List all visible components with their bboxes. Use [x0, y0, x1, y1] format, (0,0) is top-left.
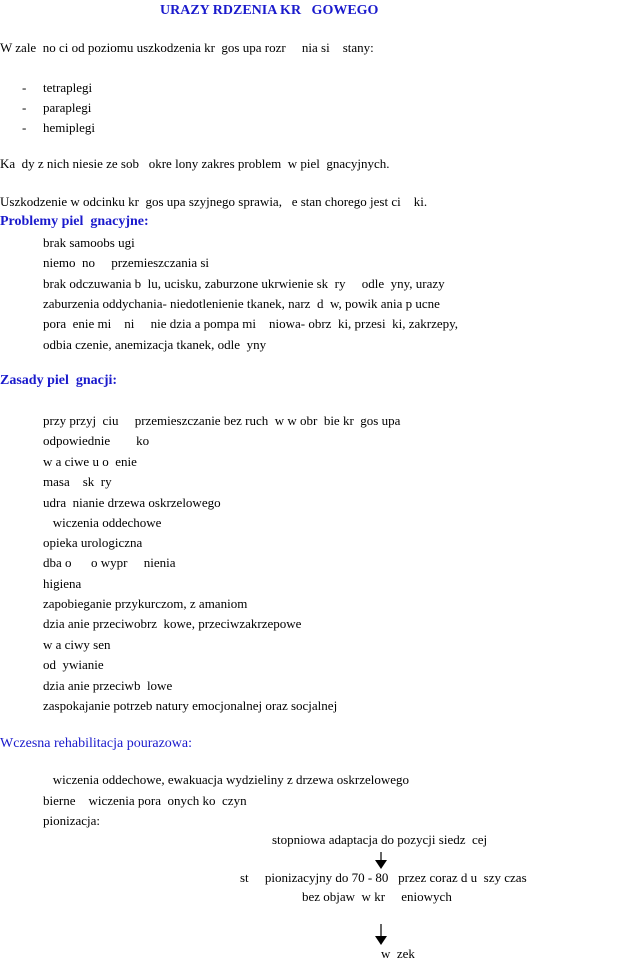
bullet-dash: -: [22, 100, 27, 115]
rule-item: w a ciwy sen: [43, 637, 111, 652]
state-item: hemiplegi: [43, 120, 95, 135]
bullet-dash: -: [22, 120, 27, 135]
state-item: tetraplegi: [43, 80, 93, 95]
rule-item: zapobieganie przykurczom, z amaniom: [43, 596, 248, 611]
down-arrow-icon: [374, 852, 388, 870]
flow-step-tilt-table: st pionizacyjny do 70 - 80 przez coraz d u szy czas: [240, 870, 527, 885]
paragraph-cervical-injury: Uszkodzenie w odcinku kr gos upa szyjnego sprawia, e stan chorego jest ci ki.: [0, 194, 428, 209]
paragraph-problem-scope: Ka dy z nich niesie ze sob okre lony zakres problem w piel gnacyjnych.: [0, 156, 390, 171]
rule-item: dba o o wypr nienia: [43, 555, 176, 570]
rule-item: dzia anie przeciwobrz kowe, przeciwzakrzepowe: [43, 616, 302, 631]
rule-item: dzia anie przeciwb lowe: [43, 678, 173, 693]
state-item: paraplegi: [43, 100, 92, 115]
problem-item: odbia czenie, anemizacja tkanek, odle yny: [43, 337, 267, 352]
problem-item: zaburzenia oddychania- niedotlenienie tkanek, narz d w, powik ania p ucne: [43, 296, 440, 311]
rule-item: od ywianie: [43, 657, 104, 672]
down-arrow-icon: [374, 924, 388, 946]
rule-item: opieka urologiczna: [43, 535, 143, 550]
page-title: URAZY RDZENIA KR GOWEGO: [160, 3, 379, 18]
rehab-item: bierne wiczenia pora onych ko czyn: [43, 793, 247, 808]
rules-heading: Zasady piel gnacji:: [0, 373, 118, 388]
rule-item: higiena: [43, 576, 82, 591]
rule-item: odpowiednie ko: [43, 433, 150, 448]
bullet-dash: -: [22, 80, 27, 95]
rule-item: w a ciwe u o enie: [43, 454, 137, 469]
problem-item: brak samoobs ugi: [43, 235, 135, 250]
problems-heading: Problemy piel gnacyjne:: [0, 214, 149, 229]
rehab-heading: Wczesna rehabilitacja pourazowa:: [0, 736, 193, 751]
flow-step-tilt-table-note: bez objaw w kr eniowych: [302, 889, 452, 904]
intro-text: W zale no ci od poziomu uszkodzenia kr gos upa rozr nia si stany:: [0, 40, 374, 55]
rule-item: przy przyj ciu przemieszczanie bez ruch w w obr bie kr gos upa: [43, 413, 401, 428]
flow-step-sitting: stopniowa adaptacja do pozycji siedz cej: [272, 832, 488, 847]
rehab-item: pionizacja:: [43, 813, 101, 828]
rule-item: wiczenia oddechowe: [43, 515, 162, 530]
rule-item: masa sk ry: [43, 474, 112, 489]
flow-step-wheelchair: w zek: [381, 946, 415, 961]
problem-item: brak odczuwania b lu, ucisku, zaburzone ukrwienie sk ry odle yny, urazy: [43, 276, 445, 291]
problem-item: pora enie mi ni nie dzia a pompa mi niowa- obrz ki, przesi ki, zakrzepy,: [43, 316, 459, 331]
rule-item: zaspokajanie potrzeb natury emocjonalnej oraz socjalnej: [43, 698, 338, 713]
rule-item: udra nianie drzewa oskrzelowego: [43, 495, 221, 510]
rehab-item: wiczenia oddechowe, ewakuacja wydzieliny z drzewa oskrzelowego: [43, 772, 409, 787]
problem-item: niemo no przemieszczania si: [43, 255, 210, 270]
